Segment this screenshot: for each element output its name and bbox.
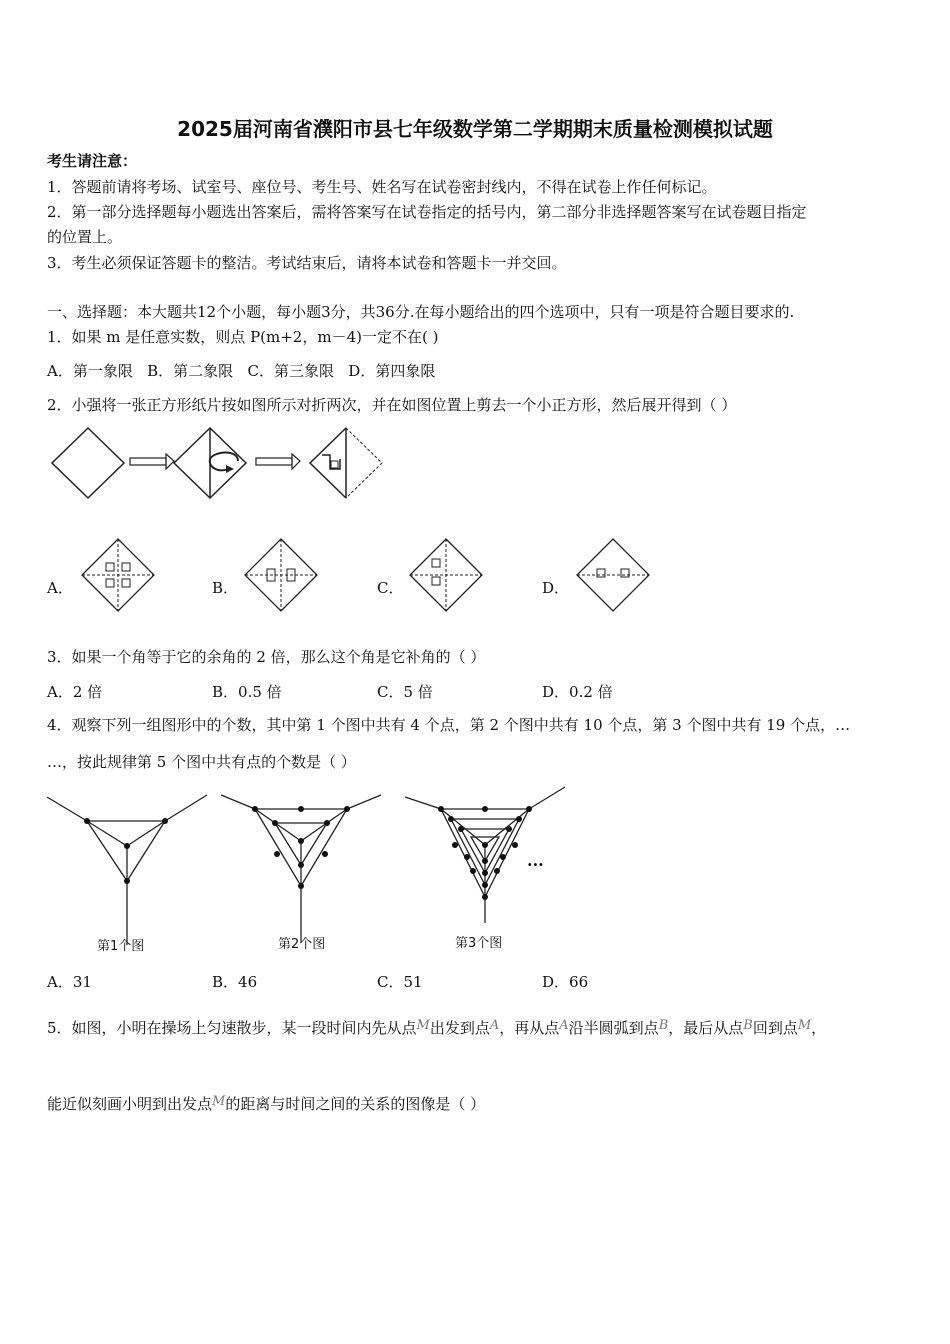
caption-figure-2: 第2个图 xyxy=(278,937,326,952)
question-1-stem: 1．如果 m 是任意实数，则点 P(m+2，m－4)一定不在( ) xyxy=(47,328,439,346)
q2-option-a-figure[interactable] xyxy=(80,537,160,617)
pattern-ellipsis: ··· xyxy=(527,855,544,874)
pattern-figure-1 xyxy=(47,795,207,945)
q1-option-b[interactable]: B．第二象限 xyxy=(147,362,234,380)
q2-option-a-label[interactable]: A． xyxy=(47,579,73,597)
notice-heading: 考生请注意： xyxy=(47,152,138,170)
question-2-stem: 2．小强将一张正方形纸片按如图所示对折两次，并在如图位置上剪去一个小正方形，然后展开得到（ ） xyxy=(47,396,737,414)
q5-text-2: 出发到点 xyxy=(429,1019,490,1037)
q4-option-b[interactable]: B．46 xyxy=(212,973,258,991)
question-3-stem: 3．如果一个角等于它的余角的 2 倍，那么这个角是它补角的（ ） xyxy=(47,648,486,666)
q2-option-c-label[interactable]: C． xyxy=(377,579,404,597)
pattern-figure-2 xyxy=(221,795,381,943)
notice-item-3: 3．考生必须保证答题卡的整洁。考试结束后，请将本试卷和答题卡一并交回。 xyxy=(47,254,567,272)
point-m-symbol-3: M xyxy=(212,1094,226,1109)
question-4-stem-1: 4．观察下列一组图形中的个数，其中第 1 个图中共有 4 个点，第 2 个图中共有 10 个点，第 3 个图中共有 19 个点，… xyxy=(47,716,851,734)
q3-option-d[interactable]: D．0.2 倍 xyxy=(542,683,613,701)
square-paper xyxy=(52,428,124,498)
q2-option-b-figure[interactable] xyxy=(243,537,323,617)
point-b-symbol-2: B xyxy=(743,1018,753,1033)
q5-line2-text-2: 的距离与时间之间的关系的图像是（ ） xyxy=(225,1095,486,1113)
caption-figure-3: 第3个图 xyxy=(455,936,503,951)
q5-text-4: 沿半圆弧到点 xyxy=(568,1019,659,1037)
q2-option-c-figure[interactable] xyxy=(408,537,488,617)
q3-option-c[interactable]: C．5 倍 xyxy=(377,683,433,701)
q1-option-c[interactable]: C．第三象限 xyxy=(247,362,334,380)
arrow-right-icon-2 xyxy=(256,454,300,469)
notice-item-2: 2．第一部分选择题每小题选出答案后，需将答案写在试卷指定的括号内，第二部分非选择题答案写在试卷题目指定 xyxy=(47,203,807,221)
point-a-symbol-2: A xyxy=(559,1018,569,1033)
q1-option-d[interactable]: D．第四象限 xyxy=(348,362,436,380)
point-a-symbol: A xyxy=(489,1018,500,1033)
notice-item-1: 1．答题前请将考场、试室号、座位号、考生号、姓名写在试卷密封线内，不得在试卷上作任何标记。 xyxy=(47,178,717,196)
question-4-stem-2: …，按此规律第 5 个图中共有点的个数是（ ） xyxy=(47,753,356,771)
q3-option-a[interactable]: A．2 倍 xyxy=(47,683,103,701)
q5-text-5: ，最后从点 xyxy=(668,1019,744,1037)
notice-item-2-cont: 的位置上。 xyxy=(47,228,123,246)
point-m-symbol: M xyxy=(416,1018,430,1033)
q1-option-a[interactable]: A．第一象限 xyxy=(47,362,133,380)
q2-option-b-label[interactable]: B． xyxy=(212,579,239,597)
q2-option-d-figure[interactable] xyxy=(575,537,655,617)
page-title: 2025届河南省濮阳市县七年级数学第二学期期末质量检测模拟试题 xyxy=(177,117,773,141)
question-5-stem-1 xyxy=(47,1016,826,1038)
fold-arrow-icon xyxy=(210,453,238,471)
question-1-options xyxy=(47,361,435,381)
point-m-symbol-2: M xyxy=(797,1018,812,1033)
q4-option-a[interactable]: A．31 xyxy=(47,973,92,991)
section-heading: 一、选择题：本大题共12个小题，每小题3分，共36分.在每小题给出的四个选项中，只有一项是符合题目要求的. xyxy=(47,303,795,321)
q5-text-1: 5．如图，小明在操场上匀速散步，某一段时间内先从点 xyxy=(47,1019,417,1037)
q5-text-3: ，再从点 xyxy=(499,1019,560,1037)
dot-pattern-figures xyxy=(45,785,585,955)
q3-option-b[interactable]: B．0.5 倍 xyxy=(212,683,282,701)
q5-text-7: ， xyxy=(811,1019,827,1037)
fold-diagram xyxy=(50,425,390,505)
arrow-right-icon xyxy=(130,454,174,469)
q5-text-6: 回到点 xyxy=(752,1019,798,1037)
point-b-symbol: B xyxy=(658,1018,669,1033)
q2-option-d-label[interactable]: D． xyxy=(542,579,570,597)
q4-option-c[interactable]: C．51 xyxy=(377,973,423,991)
q4-option-d[interactable]: D．66 xyxy=(542,973,589,991)
question-5-stem-2 xyxy=(47,1092,485,1114)
q5-line2-text-1: 能近似刻画小明到出发点 xyxy=(47,1095,213,1113)
caption-figure-1: 第1个图 xyxy=(97,939,145,954)
